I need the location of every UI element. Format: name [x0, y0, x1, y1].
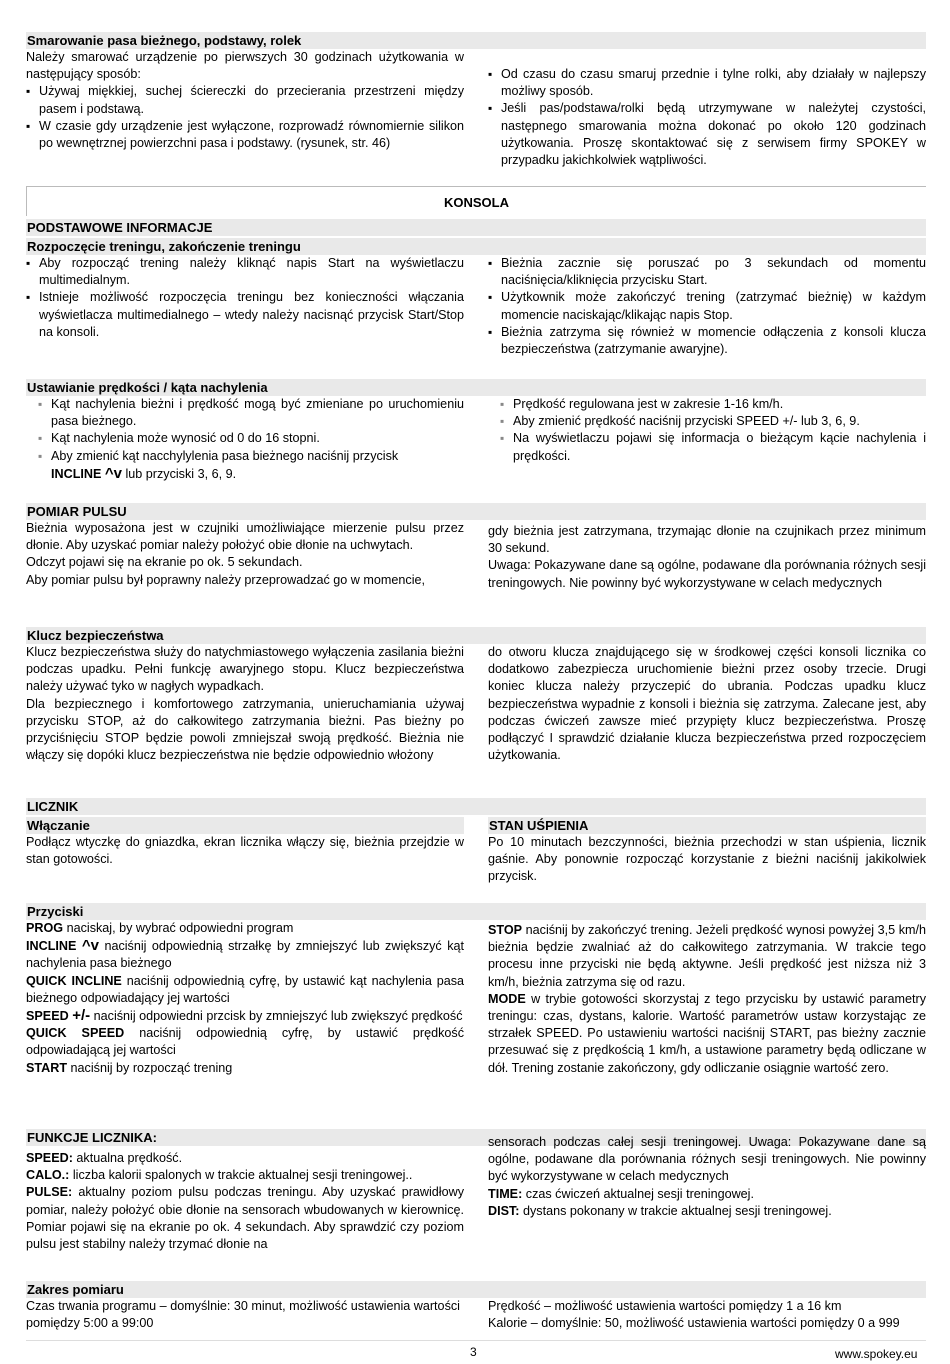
list-item: ▪ Bieżnia zatrzyma się również w momencie odłączenia z konsoli klucza bezpieczeństwa (zatrzymanie awaryjne).	[488, 324, 926, 358]
function-time	[488, 1186, 926, 1203]
lubrication-section	[26, 32, 926, 169]
buttons-title: Przyciski	[26, 903, 926, 920]
console-header-box	[26, 186, 926, 216]
list-item: ▪ Użytkownik może zakończyć trening (zatrzymać bieżnię) w każdym momencie naciskając/klikając napis Stop.	[488, 289, 926, 323]
speed-incline-section	[26, 379, 926, 483]
lubrication-title: Smarowanie pasa bieżnego, podstawy, rolek	[26, 32, 926, 49]
start-text: naciśnij by rozpocząć trening	[67, 1060, 233, 1075]
counter-section	[26, 798, 926, 886]
button-desc-start	[26, 1060, 464, 1077]
incline-label: INCLINE	[26, 939, 77, 954]
quick-incline-label: QUICK INCLINE	[26, 973, 122, 988]
dist-func-label: DIST:	[488, 1203, 520, 1218]
counter-functions-section	[26, 1129, 926, 1253]
time-func-label: TIME:	[488, 1186, 523, 1201]
button-desc-incline	[26, 937, 464, 972]
range-time-text: Czas trwania programu – domyślnie: 30 minut, możliwość ustawienia wartości pomiędzy 5:00 a 99:00	[26, 1299, 460, 1331]
function-dist	[488, 1203, 926, 1220]
mode-text: w trybie gotowości skorzystaj z tego przycisku by ustawić parametry treningu: czas, dystans, kalorie. Wartość parametrów ustaw korzystając ze strzałek SPEED. Po ustawieniu wartości naciśnij START, pas bieżny zacznie przesuwać się z prędkością 1 km/h, a ustawione parametry będą odliczane w dół. Trening zostanie zakończony, gdy odliczanie osiągnie wartość zero.	[488, 991, 926, 1075]
pulse-text: Odczyt pojawi się na ekranie po ok. 5 sekundach.	[26, 555, 303, 570]
safety-key-text: Klucz bezpieczeństwa służy do natychmiastowego wyłączenia zasilania bieżni podczas upadku. Pełni funkcję awaryjnego stopu. Klucz bezpieczeństwa należy używać tyko w nagłych wypadkach.	[26, 645, 464, 694]
page-number: 3	[470, 1345, 477, 1359]
list-item	[38, 448, 464, 483]
mode-label: MODE	[488, 991, 526, 1006]
button-desc-mode	[488, 991, 926, 1077]
prog-label: PROG	[26, 921, 64, 935]
safety-key-title: Klucz bezpieczeństwa	[26, 627, 926, 644]
safety-key-text: Dla bezpiecznego i komfortowego zatrzymania, unieruchamiania używaj przycisku STOP, aż do całkowitego zatrzymania bieżni. Pas bieżny po przyciśnięciu STOP będzie powoli zmniejszał swoją prędkość. Bieżnia nie włączy się dopóki klucz bezpieczeństwa nie będzie odpowiednio włożony	[26, 696, 464, 763]
start-label: START	[26, 1060, 68, 1075]
footer-url: www.spokey.eu	[835, 1347, 918, 1361]
plus-minus-icon: +/-	[72, 1007, 91, 1025]
range-calories-text: Kalorie – domyślnie: 50, możliwość ustawienia wartości pomiędzy 0 a 999	[488, 1316, 900, 1331]
calo-func-text: liczba kalorii spalonych w trakcie aktualnej sesji treningowej..	[69, 1168, 413, 1183]
lubrication-left-list	[26, 83, 464, 152]
list-item: ▪ Używaj miękkiej, suchej ściereczki do przecierania przestrzeni między pasem i podstawą.	[26, 83, 464, 117]
prog-text: naciskaj, by wybrać odpowiedni program	[63, 921, 294, 935]
list-item: ▪ Istnieje możliwość rozpoczęcia treningu bez konieczności włączania wyświetlacza multimedialnego – wtedy należy nacisnąć przycisk Start/Stop na konsoli.	[26, 289, 464, 341]
safety-key-section	[26, 627, 926, 764]
speed-incline-left-list	[26, 396, 464, 483]
list-item: ▪ Kąt nachylenia może wynosić od 0 do 16 stopni.	[38, 430, 464, 447]
list-item: ▪ Kąt nachylenia bieżni i prędkość mogą być zmieniane po uruchomieniu pasa bieżnego.	[38, 396, 464, 430]
list-item: ▪ Jeśli pas/podstawa/rolki będą utrzymywane w należytej czystości, następnego smarowania można dokonać po około 120 godzinach użytkowania. Proszę skontaktować się z serwisem firmy SPOKEY w przypadku jakichkolwiek wątpliwości.	[488, 100, 926, 169]
basic-info-title: PODSTAWOWE INFORMACJE	[26, 219, 926, 236]
button-desc-quick-incline	[26, 973, 464, 1007]
pulse-text: Bieżnia wyposażona jest w czujniki umożliwiające mierzenie pulsu przez dłonie. Aby uzyskać pomiar należy położyć obie dłonie na uchwytach.	[26, 521, 464, 553]
quick-speed-text: naciśnij odpowiednią cyfrę, by ustawić prędkość odpowiadającą jej wartości	[26, 1026, 464, 1058]
dist-func-text: dystans pokonany w trakcie aktualnej sesji treningowej.	[519, 1203, 832, 1218]
calo-func-label: CALO.:	[26, 1168, 70, 1183]
button-desc-quick-speed	[26, 1025, 464, 1059]
lubrication-right-list	[488, 66, 926, 169]
incline-arrows-icon: ^v	[104, 464, 122, 482]
basic-info-left-list	[26, 255, 464, 341]
button-desc-prog	[26, 920, 464, 937]
pulse-func-label: PULSE:	[26, 1185, 73, 1200]
time-func-text: czas ćwiczeń aktualnej sesji treningowej.	[522, 1186, 754, 1201]
list-item: ▪ Aby rozpocząć trening należy kliknąć napis Start na wyświetlaczu multimedialnym.	[26, 255, 464, 289]
speed-func-text: aktualna prędkość.	[72, 1151, 183, 1165]
list-item: ▪ W czasie gdy urządzenie jest wyłączone, rozprowadź równomiernie silikon po wewnętrznej powierzchni pasa i podstawy. (rysunek, str. 46)	[26, 118, 464, 152]
incline-label: INCLINE	[51, 466, 102, 481]
function-pulse	[26, 1184, 464, 1253]
function-pulse-continued: sensorach podczas całej sesji treningowej. Uwaga: Pokazywane dane są ogólne, podawane dla porównania różnych sesji treningowych. Nie powinny być wykorzystywane w celach medycznych	[488, 1135, 926, 1184]
speed-func-label: SPEED:	[26, 1151, 73, 1165]
button-desc-stop	[488, 922, 926, 991]
counter-functions-title: FUNKCJE LICZNIKA:	[26, 1129, 926, 1146]
stop-text: naciśnij by zakończyć trening. Jeżeli prędkość wynosi powyżej 3,5 km/h bieżnia będzie zwalniać aż do całkowitego zatrzymania. W trakcie tego procesu inne przyciski nie będą aktywne. Jeśli prędkość jest niższa niż 3 km/h, bieżnia zatrzyma się od razu.	[488, 923, 926, 989]
safety-key-text: do otworu klucza znajdującego się w środkowej części konsoli licznika co dodatkowo zabezpiecza uruchomienie bieżni przez osoby trzecie. Drugi koniec klucza należy przyczepić do ubrania. Podczas upadku klucz bezpieczeństwa wypadnie z konsoli i bieżnia się zatrzyma. Zalecane jest, aby podczas ćwiczeń zawsze mieć przypięty klucz bezpieczeństwa. Proszę podłączyć I sprawdzić działanie klucza bezpieczeństwa przed rozpoczęciem użytkowania.	[488, 645, 926, 763]
counter-title: LICZNIK	[26, 798, 926, 815]
buttons-section	[26, 903, 926, 1077]
sleep-mode-title: STAN UŚPIENIA	[488, 817, 926, 834]
pulse-note: Uwaga: Pokazywane dane są ogólne, podawane dla porównania różnych sesji treningowych. Nie powinny być wykorzystywane w celach medycznych	[488, 558, 926, 590]
lubrication-intro: Należy smarować urządzenie po pierwszych 30 godzinach użytkowania w następujący sposób:	[26, 50, 464, 82]
speed-text: naciśnij odpowiedni przcisk by zmniejszyć lub zwiększyć prędkość	[90, 1009, 463, 1024]
function-calo	[26, 1167, 464, 1184]
list-item: ▪ Na wyświetlaczu pojawi się informacja o bieżącym kącie nachylenia i prędkości.	[500, 430, 926, 464]
range-speed-text: Prędkość – możliwość ustawienia wartości pomiędzy 1 a 16 km	[488, 1299, 842, 1313]
list-item-tail: lub przyciski 3, 6, 9.	[121, 466, 237, 481]
quick-speed-label: QUICK SPEED	[26, 1026, 125, 1041]
list-item: ▪ Aby zmienić prędkość naciśnij przyciski SPEED +/- lub 3, 6, 9.	[500, 413, 926, 430]
range-section	[26, 1281, 926, 1332]
stop-label: STOP	[488, 923, 523, 937]
console-title: KONSOLA	[444, 195, 509, 210]
incline-text: naciśnij odpowiednią strzałkę by zmniejszyć lub zwiększyć kąt nachylenia pasa bieżnego	[26, 939, 465, 971]
list-item-text: Aby zmienić kąt nacchylylenia pasa bieżnego naciśnij przycisk	[51, 448, 399, 463]
incline-arrows-icon: ^v	[81, 937, 99, 955]
sleep-mode-text: Po 10 minutach bezczynności, bieżnia przechodzi w stan uśpienia, licznik gaśnie. Aby ponownie rozpocząć korzystanie z bieżni naciśnij jakikolwiek przycisk.	[488, 835, 926, 884]
list-item: ▪ Bieżnia zacznie się poruszać po 3 sekundach od momentu naciśnięcia/kliknięcia przycisku Start.	[488, 255, 926, 289]
pulse-section	[26, 503, 926, 592]
function-speed	[26, 1150, 464, 1167]
power-on-text: Podłącz wtyczkę do gniazdka, ekran licznika włączy się, bieżnia przejdzie w stan gotowości.	[26, 835, 464, 867]
pulse-text: gdy bieżnia jest zatrzymana, trzymając dłonie na czujnikach przez minimum 30 sekund.	[488, 524, 926, 556]
range-title: Zakres pomiaru	[26, 1281, 926, 1298]
pulse-title: POMIAR PULSU	[26, 503, 926, 520]
pulse-text: Aby pomiar pulsu był poprawny należy przeprowadzać go w momencie,	[26, 572, 425, 587]
list-item: ▪ Od czasu do czasu smaruj przednie i tylne rolki, aby działały w najlepszy możliwy sposób.	[488, 66, 926, 100]
pulse-func-text: aktualny poziom pulsu podczas treningu. Aby uzyskać prawidłowy pomiar, należy położyć obie dłonie na sensorach wbudowanych w kierownicę. Pomiar pojawi się na ekranie po ok. 4 sekundach. Aby sprawdzić czy poziom pulsu jest stabilny należy trzymać dłonie na	[26, 1185, 464, 1252]
quick-incline-text: naciśnij odpowiednią cyfrę, by ustawić kąt nachylenia pasa bieżnego odpowiadający jej wartości	[26, 973, 465, 1005]
speed-label: SPEED	[26, 1009, 69, 1024]
speed-incline-right-list	[488, 396, 926, 465]
list-item: ▪ Prędkość regulowana jest w zakresie 1-16 km/h.	[500, 396, 926, 413]
speed-incline-title: Ustawianie prędkości / kąta nachylenia	[26, 379, 926, 396]
basic-info-subtitle: Rozpoczęcie treningu, zakończenie treningu	[26, 238, 926, 255]
footer-divider	[26, 1340, 926, 1341]
button-desc-speed	[26, 1007, 464, 1025]
power-on-title: Włączanie	[26, 817, 464, 834]
basic-info-section	[26, 219, 926, 358]
basic-info-right-list	[488, 255, 926, 358]
